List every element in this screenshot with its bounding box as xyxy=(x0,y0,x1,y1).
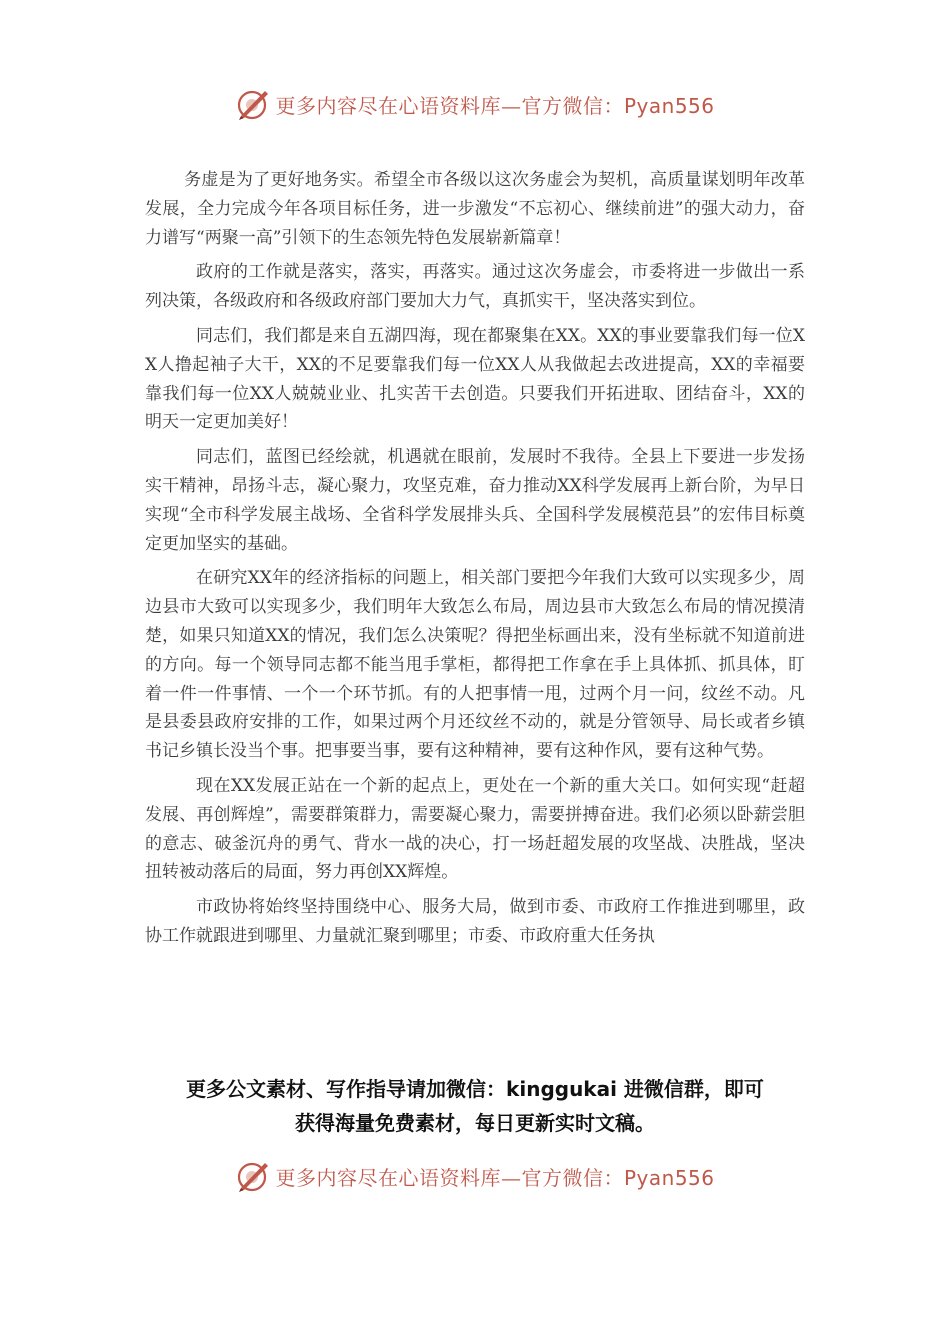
wechat-notice-line-2: 获得海量免费素材，每日更新实时文稿。 xyxy=(295,1111,655,1135)
paragraph-3: 同志们，我们都是来自五湖四海，现在都聚集在XX。XX的事业要靠我们每一位XX人撸起袖子大干，XX的不足要靠我们每一位XX人从我做起去改进提高，XX的幸福要靠我们每一位XX人兢兢业业、扎实苦干去创造。只要我们开拓进取、团结奋斗，XX的明天一定更加美好！ xyxy=(145,325,805,433)
header-banner-text: 更多内容尽在心语资料库—官方微信：Pyan556 xyxy=(275,93,715,118)
paragraph-2: 政府的工作就是落实，落实，再落实。通过这次务虚会，市委将进一步做出一系列决策，各级政府和各级政府部门要加大力气，真抓实干，坚决落实到位。 xyxy=(145,262,805,312)
pen-logo-icon xyxy=(235,1158,271,1194)
pen-logo-icon xyxy=(235,86,271,122)
header-wechat-id: Pyan556 xyxy=(623,93,715,118)
header-banner xyxy=(0,84,950,124)
paragraph-7: 市政协将始终坚持围绕中心、服务大局，做到市委、市政府工作推进到哪里，政协工作就跟进到哪里、力量就汇聚到哪里；市委、市政府重大任务执 xyxy=(145,897,805,946)
footer-banner xyxy=(0,1156,950,1196)
paragraph-6: 现在XX发展正站在一个新的起点上，更处在一个新的重大关口。如何实现“赶超发展、再创辉煌”，需要群策群力，需要凝心聚力，需要拼搏奋进。我们必须以卧薪尝胆的意志、破釜沉舟的勇气、背水一战的决心，打一场赶超发展的攻坚战、决胜战，坚决扭转被动落后的局面，努力再创XX辉煌。 xyxy=(145,775,805,883)
document-body xyxy=(145,166,805,957)
footer-banner-text: 更多内容尽在心语资料库—官方微信：Pyan556 xyxy=(275,1165,715,1190)
wechat-notice-line-1: 更多公文素材、写作指导请加微信：kinggukai 进微信群，即可 xyxy=(186,1077,764,1101)
wechat-notice xyxy=(145,1072,805,1140)
paragraph-1: 务虚是为了更好地务实。希望全市各级以这次务虚会为契机，高质量谋划明年改革发展，全力完成今年各项目标任务，进一步激发“不忘初心、继续前进”的强大动力，奋力谱写“两聚一高”引领下的生态领先特色发展崭新篇章！ xyxy=(145,170,805,248)
footer-wechat-id: Pyan556 xyxy=(623,1165,715,1190)
paragraph-4: 同志们，蓝图已经绘就，机遇就在眼前，发展时不我待。全县上下要进一步发扬实干精神，昂扬斗志，凝心聚力，攻坚克难，奋力推动XX科学发展再上新台阶，为早日实现“全市科学发展主战场、全省科学发展排头兵、全国科学发展模范县”的宏伟目标奠定更加坚实的基础。 xyxy=(145,447,805,554)
paragraph-5: 在研究XX年的经济指标的问题上，相关部门要把今年我们大致可以实现多少，周边县市大致可以实现多少，我们明年大致怎么布局，周边县市大致怎么布局的情况摸清楚，如果只知道XX的情况，我们怎么决策呢？得把坐标画出来，没有坐标就不知道前进的方向。每一个领导同志都不能当甩手掌柜，都得把工作拿在手上具体抓、抓具体，盯着一件一件事情、一个一个环节抓。有的人把事情一甩，过两个月一问，纹丝不动。凡是县委县政府安排的工作，如果过两个月还纹丝不动的，就是分管领导、局长或者乡镇书记乡镇长没当个事。把事要当事，要有这种精神，要有这种作风，要有这种气势。 xyxy=(145,568,805,762)
